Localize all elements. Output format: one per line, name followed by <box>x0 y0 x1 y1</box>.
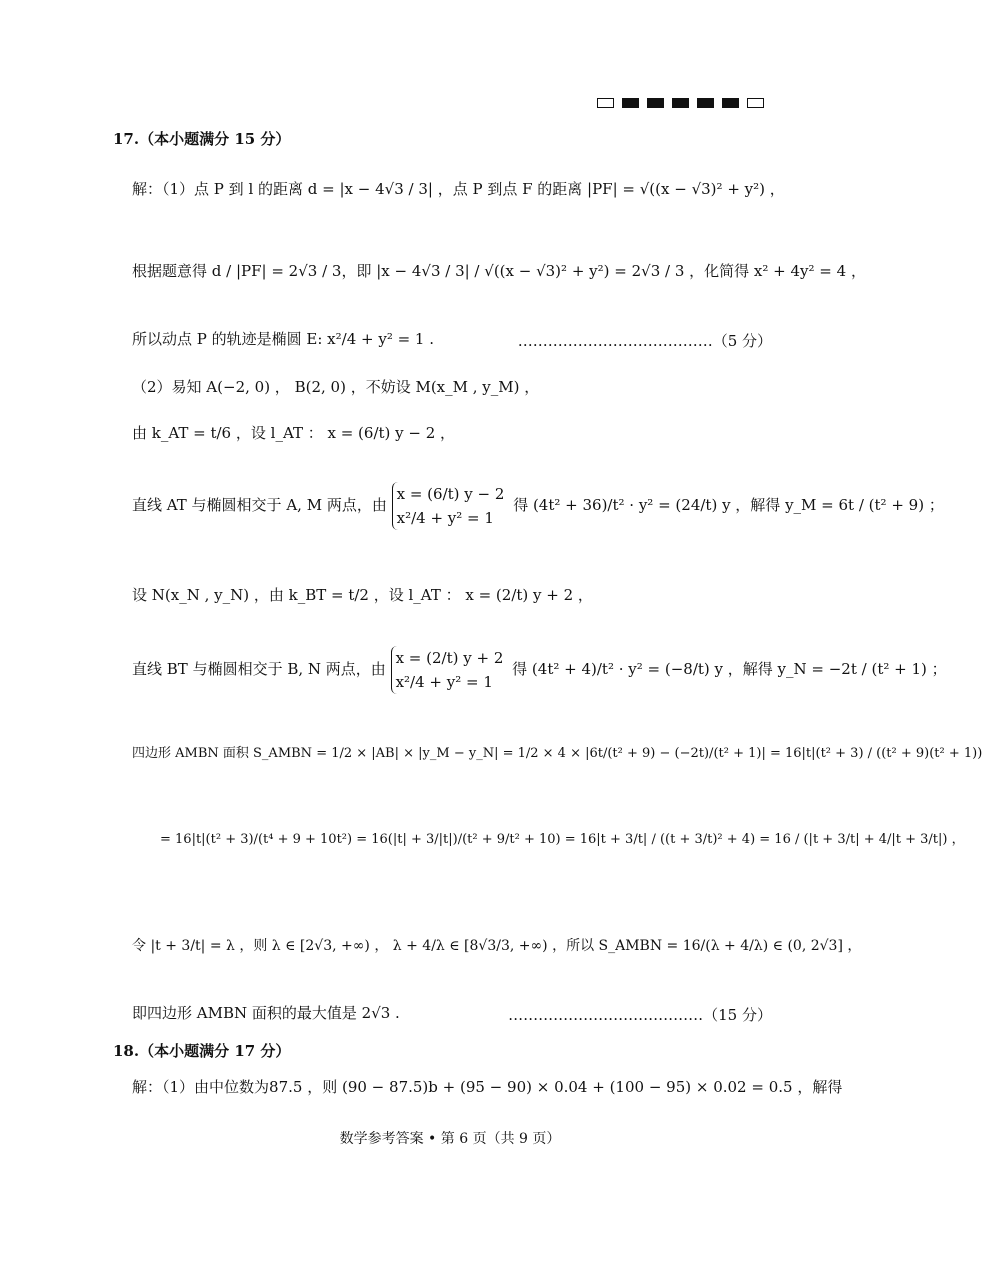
system-bn-eq-1: x = (2/t) y + 2 <box>395 649 504 667</box>
q17-solution-line-10: = 16|t|(t² + 3)/(t⁴ + 9 + 10t²) = 16(|t| + 3/|t|)/(t² + 9/t² + 10) = 16|t + 3/t| / ((t + 3/t)² + 4) = 16 / (|t + 3/t| + 4/|t + 3/t|) ， <box>160 832 965 847</box>
line-8-lead: 直线 BT 与椭圆相交于 B, N 两点，由 <box>132 660 386 678</box>
equation-system-bn <box>391 646 508 694</box>
line-6-tail: 得 (4t² + 36)/t² · y² = (24/t) y ，解得 y_M = 6t / (t² + 9) ； <box>513 496 944 514</box>
system-bn-eq-2: x²/4 + y² = 1 <box>395 673 493 691</box>
q17-solution-line-7: 设 N(x_N , y_N) ，由 k_BT = t/2 ，设 l_AT ： x = (2/t) y + 2 ， <box>132 586 593 604</box>
q18-solution-line-1: 解：（1）由中位数为87.5 ，则 (90 − 87.5)b + (95 − 90) × 0.04 + (100 − 95) × 0.02 = 0.5 ，解得 <box>132 1078 843 1096</box>
q17-solution-line-8 <box>132 646 947 694</box>
header-mark-filled <box>697 98 714 108</box>
page-footer: 数学参考答案 • 第 6 页（共 9 页） <box>339 1131 561 1147</box>
q17-solution-line-4: （2）易知 A(−2, 0) ， B(2, 0) ，不妨设 M(x_M , y_M) ， <box>132 378 540 396</box>
line-6-lead: 直线 AT 与椭圆相交于 A, M 两点，由 <box>132 496 387 514</box>
q17-solution-line-5: 由 k_AT = t/6 ，设 l_AT ： x = (6/t) y − 2 ， <box>132 424 456 442</box>
q17-solution-line-1: 解：（1）点 P 到 l 的距离 d = |x − 4√3 / 3| ，点 P 到点 F 的距离 |PF| = √((x − √3)² + y²) ， <box>132 180 785 198</box>
header-mark-empty <box>597 98 614 108</box>
q18-title: 18.（本小题满分 17 分） <box>113 1042 291 1060</box>
q17-solution-line-12: 即四边形 AMBN 面积的最大值是 2√3 . <box>132 1004 400 1022</box>
equation-system-am <box>392 482 509 530</box>
header-mark-filled <box>672 98 689 108</box>
q17-solution-line-3: 所以动点 P 的轨迹是椭圆 E: x²/4 + y² = 1 . <box>132 330 435 348</box>
header-marks <box>597 98 764 108</box>
header-mark-filled <box>622 98 639 108</box>
q17-part1-score: …………………………………（5 分） <box>517 332 772 350</box>
header-mark-empty <box>747 98 764 108</box>
q17-solution-line-9: 四边形 AMBN 面积 S_AMBN = 1/2 × |AB| × |y_M − y_N| = 1/2 × 4 × |6t/(t² + 9) − (−2t)/(t² + 1)| = 16|t|(t² + 3) / ((t² + 9)(t² + 1)) <box>132 746 982 761</box>
q17-title: 17.（本小题满分 15 分） <box>113 130 291 148</box>
header-mark-filled <box>722 98 739 108</box>
header-mark-filled <box>647 98 664 108</box>
q17-solution-line-6 <box>132 482 944 530</box>
system-am-eq-2: x²/4 + y² = 1 <box>396 509 494 527</box>
q17-solution-line-11: 令 |t + 3/t| = λ ，则 λ ∈ [2√3, +∞) ， λ + 4/λ ∈ [8√3/3, +∞) ，所以 S_AMBN = 16/(λ + 4/λ) ∈ (0, 2√3] ， <box>132 938 862 954</box>
q17-part2-score: …………………………………（15 分） <box>508 1006 772 1024</box>
q17-solution-line-2: 根据题意得 d / |PF| = 2√3 / 3，即 |x − 4√3 / 3| / √((x − √3)² + y²) = 2√3 / 3 ，化简得 x² + 4y² = 4 ， <box>132 262 866 280</box>
system-am-eq-1: x = (6/t) y − 2 <box>396 485 505 503</box>
line-8-tail: 得 (4t² + 4)/t² · y² = (−8/t) y ，解得 y_N = −2t / (t² + 1) ； <box>512 660 947 678</box>
